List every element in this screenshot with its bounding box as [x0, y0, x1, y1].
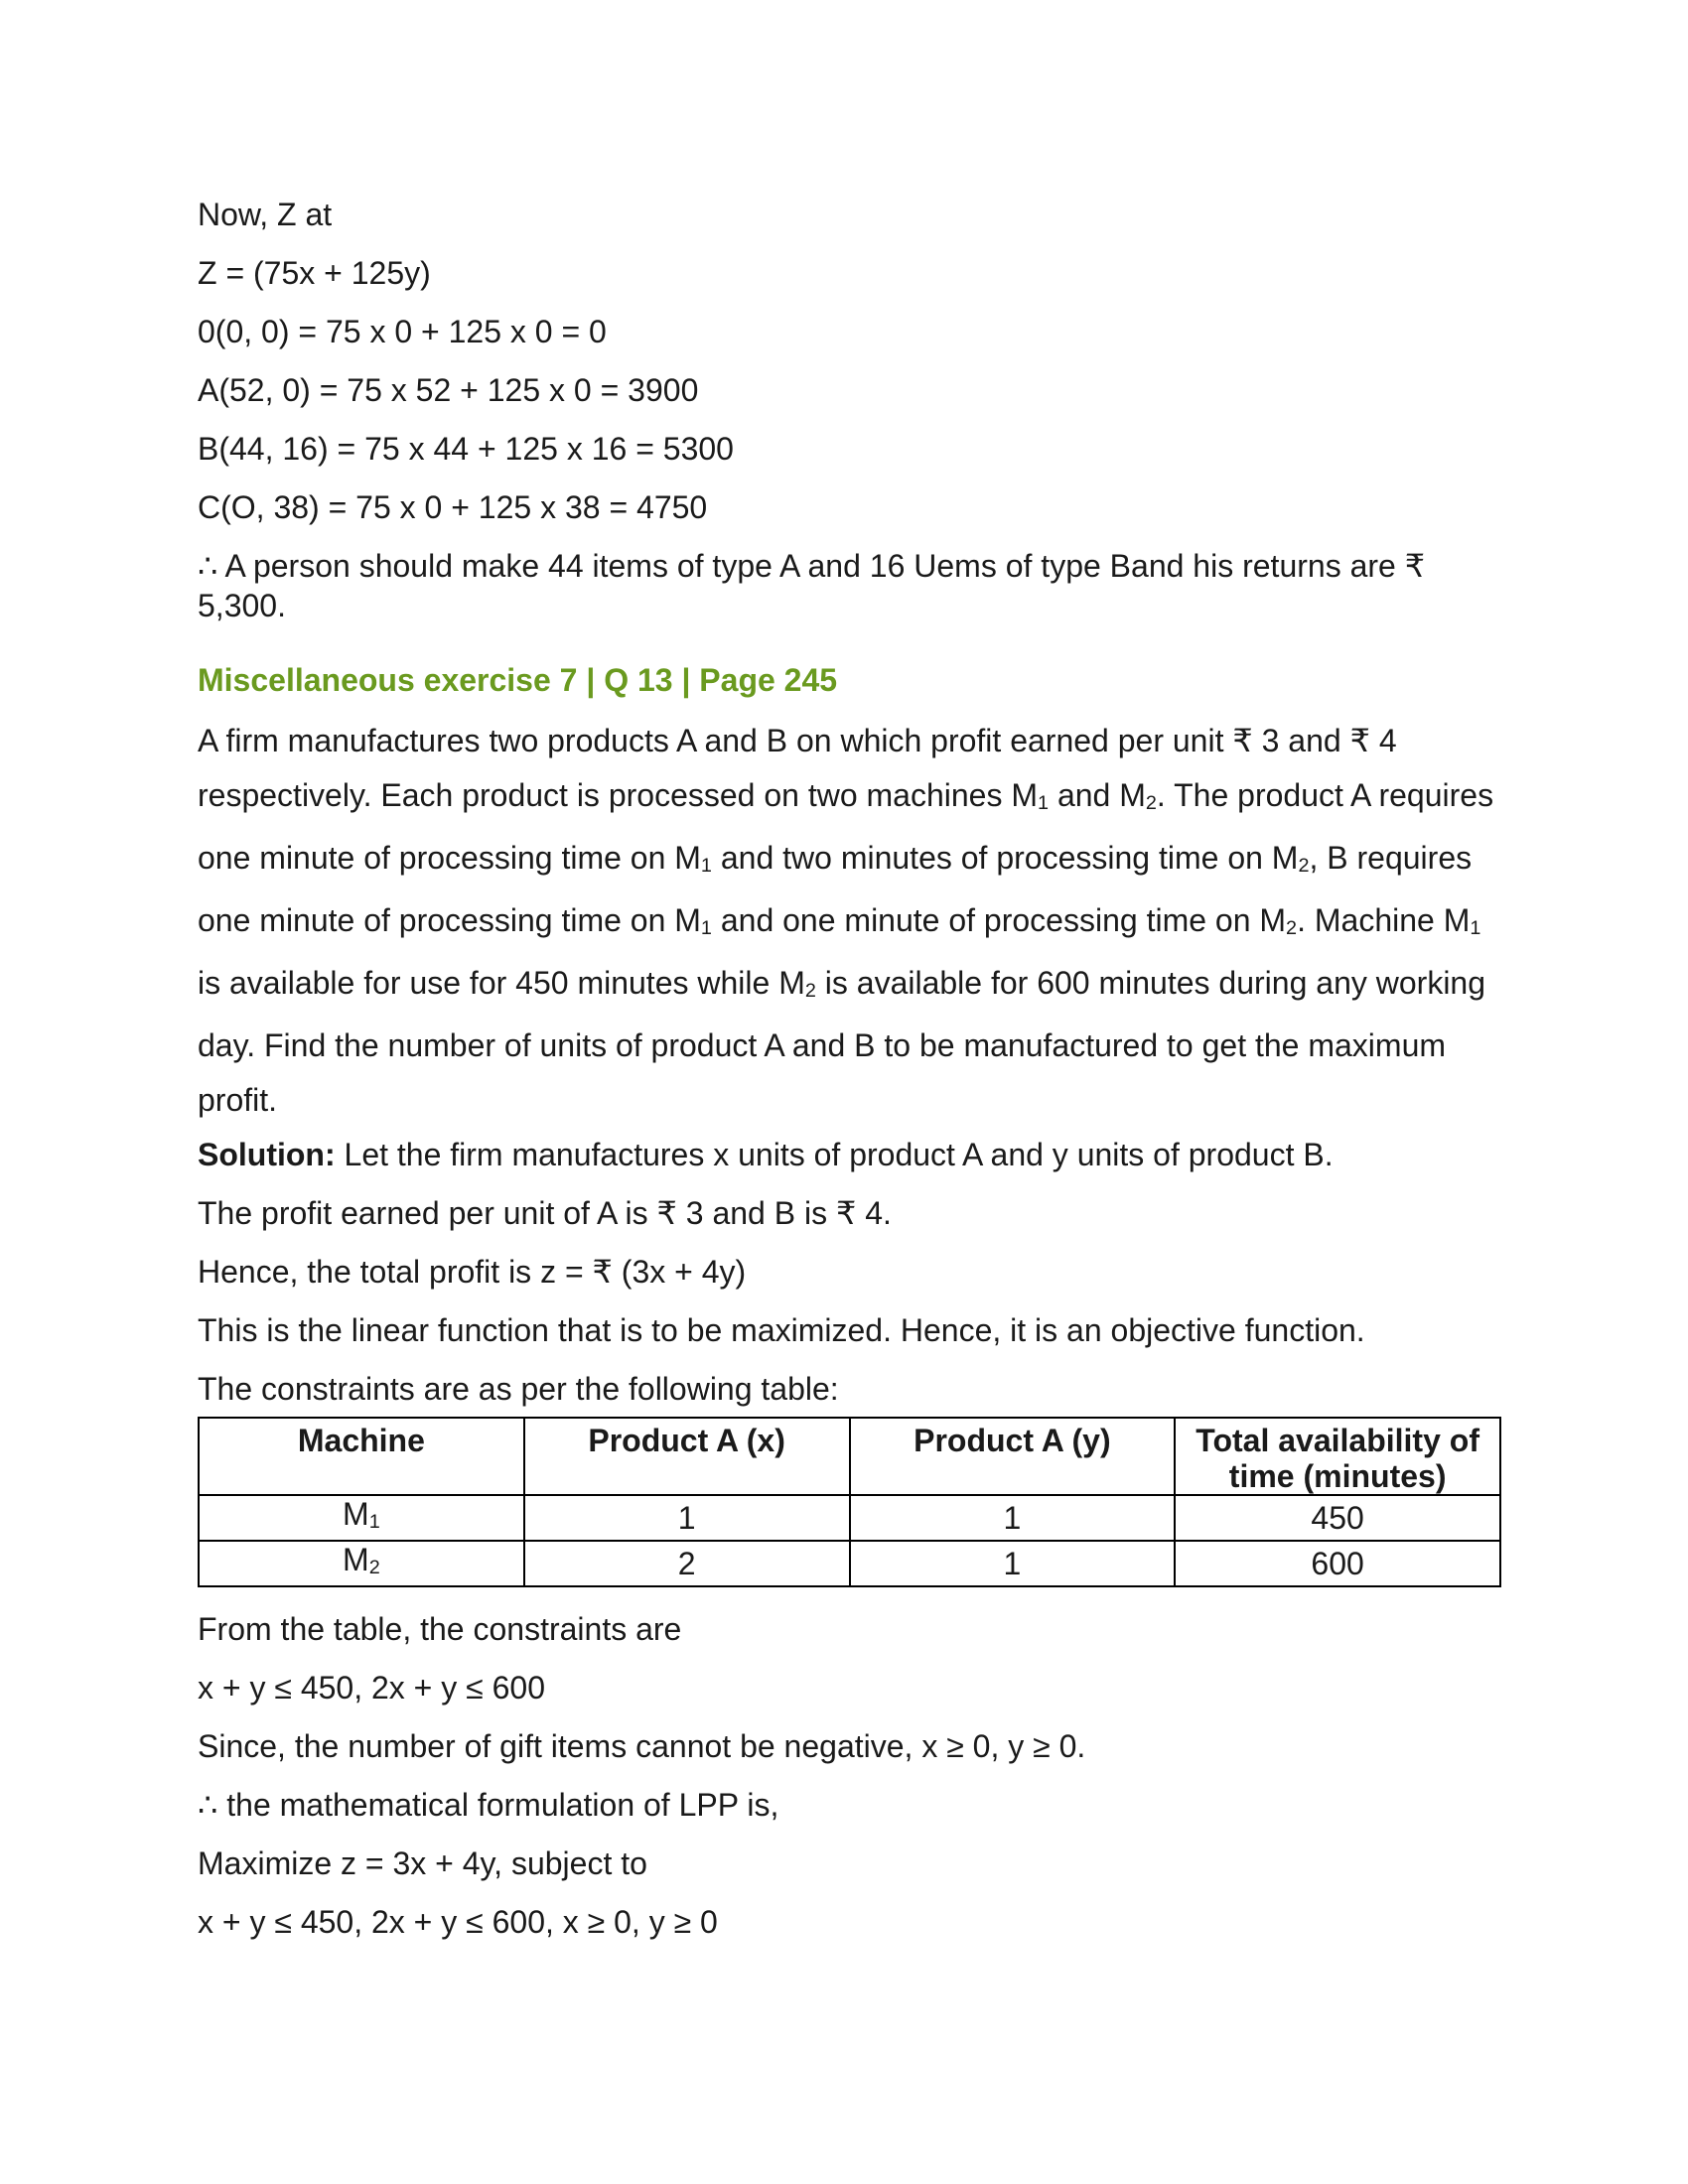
solution-line: x + y ≤ 450, 2x + y ≤ 600, x ≥ 0, y ≥ 0 — [198, 1903, 718, 1940]
solution-line: x + y ≤ 450, 2x + y ≤ 600 — [198, 1669, 545, 1706]
page-content — [198, 195, 1508, 1961]
cell-total: 450 — [1175, 1495, 1500, 1541]
prev-line: Z = (75x + 125y) — [198, 255, 431, 291]
header-machine: Machine — [199, 1418, 524, 1495]
prev-line: A(52, 0) = 75 x 52 + 125 x 0 = 3900 — [198, 372, 699, 408]
cell-y: 1 — [850, 1495, 1176, 1541]
table-header-row — [199, 1418, 1500, 1495]
cell-machine: $M_1$ — [199, 1495, 524, 1541]
cell-machine: $M_2$ — [199, 1541, 524, 1586]
prev-line: 0(0, 0) = 75 x 0 + 125 x 0 = 0 — [198, 314, 607, 349]
solution-line: ∴ the mathematical formulation of LPP is, — [198, 1786, 779, 1823]
prev-line: C(O, 38) = 75 x 0 + 125 x 38 = 4750 — [198, 489, 708, 525]
table-row — [199, 1541, 1500, 1586]
solution-line: From the table, the constraints are — [198, 1610, 682, 1647]
cell-x: 1 — [524, 1495, 850, 1541]
cell-x: 2 — [524, 1541, 850, 1586]
prev-conclusion: ∴ A person should make 44 items of type A and 16 Uems of type Band his returns are ₹ 5,300. — [198, 548, 1426, 623]
cell-total: 600 — [1175, 1541, 1500, 1586]
header-total-time: Total availability of time (minutes) — [1175, 1418, 1500, 1495]
cell-y: 1 — [850, 1541, 1176, 1586]
header-product-y: Product A (y) — [850, 1418, 1176, 1495]
prev-line: Now, Z at — [198, 197, 333, 232]
solution-line: The profit earned per unit of A is ₹ 3 and B is ₹ 4. — [198, 1194, 892, 1231]
exercise-heading: Miscellaneous exercise 7 | Q 13 | Page 245 — [198, 662, 838, 698]
header-product-x: Product A (x) — [524, 1418, 850, 1495]
solution-intro: Solution: Let the firm manufactures x units of product A and y units of product B. — [198, 1136, 1334, 1172]
table-row — [199, 1495, 1500, 1541]
solution-line: The constraints are as per the following table: — [198, 1370, 839, 1407]
solution-line: Hence, the total profit is z = ₹ (3x + 4y) — [198, 1253, 747, 1290]
solution-line: Since, the number of gift items cannot be negative, x ≥ 0, y ≥ 0. — [198, 1727, 1086, 1764]
solution-line: Maximize z = 3x + 4y, subject to — [198, 1844, 647, 1881]
constraints-table — [198, 1417, 1501, 1587]
solution-label: Solution: — [198, 1136, 336, 1172]
prev-line: B(44, 16) = 75 x 44 + 125 x 16 = 5300 — [198, 431, 734, 467]
problem-statement: A firm manufactures two products A and B on which profit earned per unit ₹ 3 and ₹ 4 respectively. Each product is processed on two machines $M_1$ and $M_2$. The product A requires one minute of processing time on $M_1$ and two minutes of processing time on $M_2$, B requires one minute of processing time on $M_1$ and one minute of processing time on $M_2$. Machine $M_1$ is available for use for 450 minutes while $M_2$ is available for 600 minutes during any working day. Find the number of units of product A and B to be manufactured to get the maximum profit. — [198, 723, 1494, 1118]
solution-line: This is the linear function that is to be maximized. Hence, it is an objective function. — [198, 1311, 1365, 1348]
